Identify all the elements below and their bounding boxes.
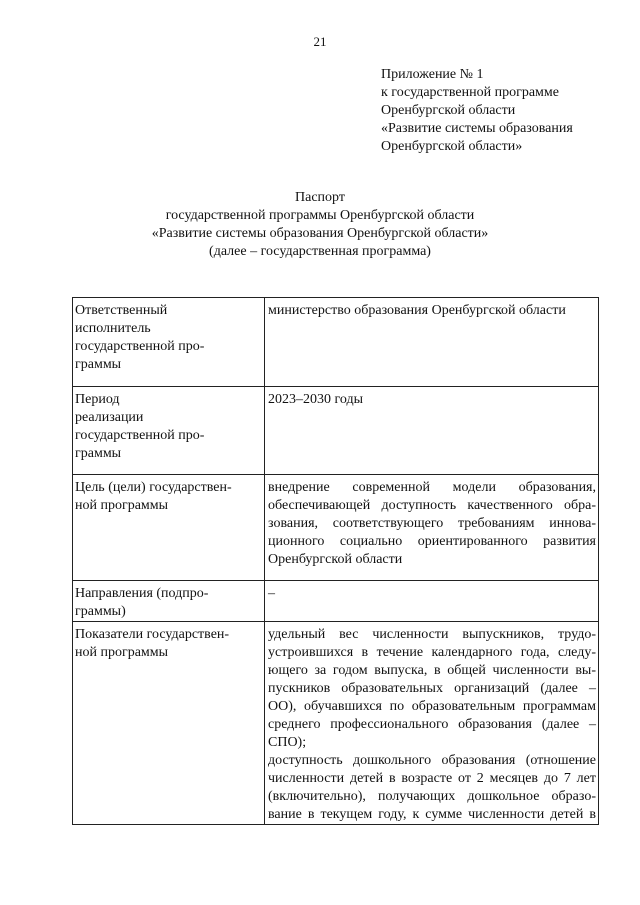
label-line: Показатели государствен- — [75, 627, 230, 642]
value-line: удельный вес численности выпускников, трудо- — [268, 627, 596, 642]
row-value-directions — [265, 581, 599, 622]
value-line: пускников образовательных организаций (далее – — [268, 681, 596, 696]
appendix-line: Оренбургской области — [381, 103, 516, 118]
title-line: (далее – государственная программа) — [209, 244, 431, 259]
table-row — [73, 387, 599, 475]
appendix-note — [381, 66, 631, 156]
label-line: государственной про- — [75, 339, 205, 354]
row-label-indicators — [73, 622, 265, 825]
label-line: государственной про- — [75, 428, 205, 443]
title-line: Паспорт — [295, 190, 345, 205]
value-line: устроившихся в течение календарного года, следу- — [268, 645, 596, 660]
value-line: СПО); — [268, 735, 307, 750]
label-line: Направления (подпро- — [75, 586, 209, 601]
page-number: 21 — [313, 34, 327, 49]
row-label-directions — [73, 581, 265, 622]
label-line: Ответственный — [75, 303, 168, 318]
label-line: граммы) — [75, 604, 126, 619]
table-row — [73, 581, 599, 622]
value-line: Оренбургской области — [268, 552, 403, 567]
table-row — [73, 622, 599, 825]
table-row — [73, 298, 599, 387]
row-label-goal — [73, 475, 265, 581]
label-line: Период — [75, 392, 120, 407]
label-line: Цель (цели) государствен- — [75, 480, 232, 495]
passport-table — [72, 297, 599, 825]
value-line: 2023–2030 годы — [268, 392, 364, 407]
title-line: «Развитие системы образования Оренбургской области» — [151, 226, 489, 241]
value-line: обеспечивающей доступность качественного обра- — [268, 498, 596, 513]
appendix-line: Оренбургской области» — [381, 139, 523, 154]
value-line: доступность дошкольного образования (отношение — [268, 753, 596, 768]
document-title — [0, 189, 640, 261]
row-label-responsible-executor — [73, 298, 265, 387]
label-line: исполнитель — [75, 321, 151, 336]
row-label-period — [73, 387, 265, 475]
label-line: граммы — [75, 446, 122, 461]
label-line: граммы — [75, 357, 122, 372]
value-line: (включительно), получающих дошкольное образо- — [268, 789, 596, 804]
row-value-goal — [265, 475, 599, 581]
value-line: ционного социально ориентированного развития — [268, 534, 596, 549]
value-line: численности детей в возрасте от 2 месяцев до 7 лет — [268, 771, 596, 786]
row-value-period — [265, 387, 599, 475]
row-value-responsible-executor — [265, 298, 599, 387]
label-line: ной программы — [75, 498, 169, 513]
label-line: ной программы — [75, 645, 169, 660]
value-line: внедрение современной модели образования, — [268, 480, 596, 495]
appendix-line: Приложение № 1 — [381, 67, 484, 82]
title-line: государственной программы Оренбургской области — [165, 208, 475, 223]
table-row — [73, 475, 599, 581]
value-line: вание в текущем году, к сумме численности детей в — [268, 807, 596, 822]
value-line: – — [268, 586, 275, 601]
value-line: среднего профессионального образования (далее – — [268, 717, 596, 732]
appendix-line: «Развитие системы образования — [381, 121, 573, 136]
row-value-indicators — [265, 622, 599, 825]
label-line: реализации — [75, 410, 144, 425]
value-line: зования, соответствующего требованиям иннова- — [268, 516, 596, 531]
appendix-line: к государственной программе — [381, 85, 559, 100]
value-line: ющего за годом выпуска, в общей численности вы- — [268, 663, 596, 678]
value-line: министерство образования Оренбургской области — [268, 303, 566, 318]
value-line: ОО), обучавшихся по образовательным программам — [268, 699, 596, 714]
